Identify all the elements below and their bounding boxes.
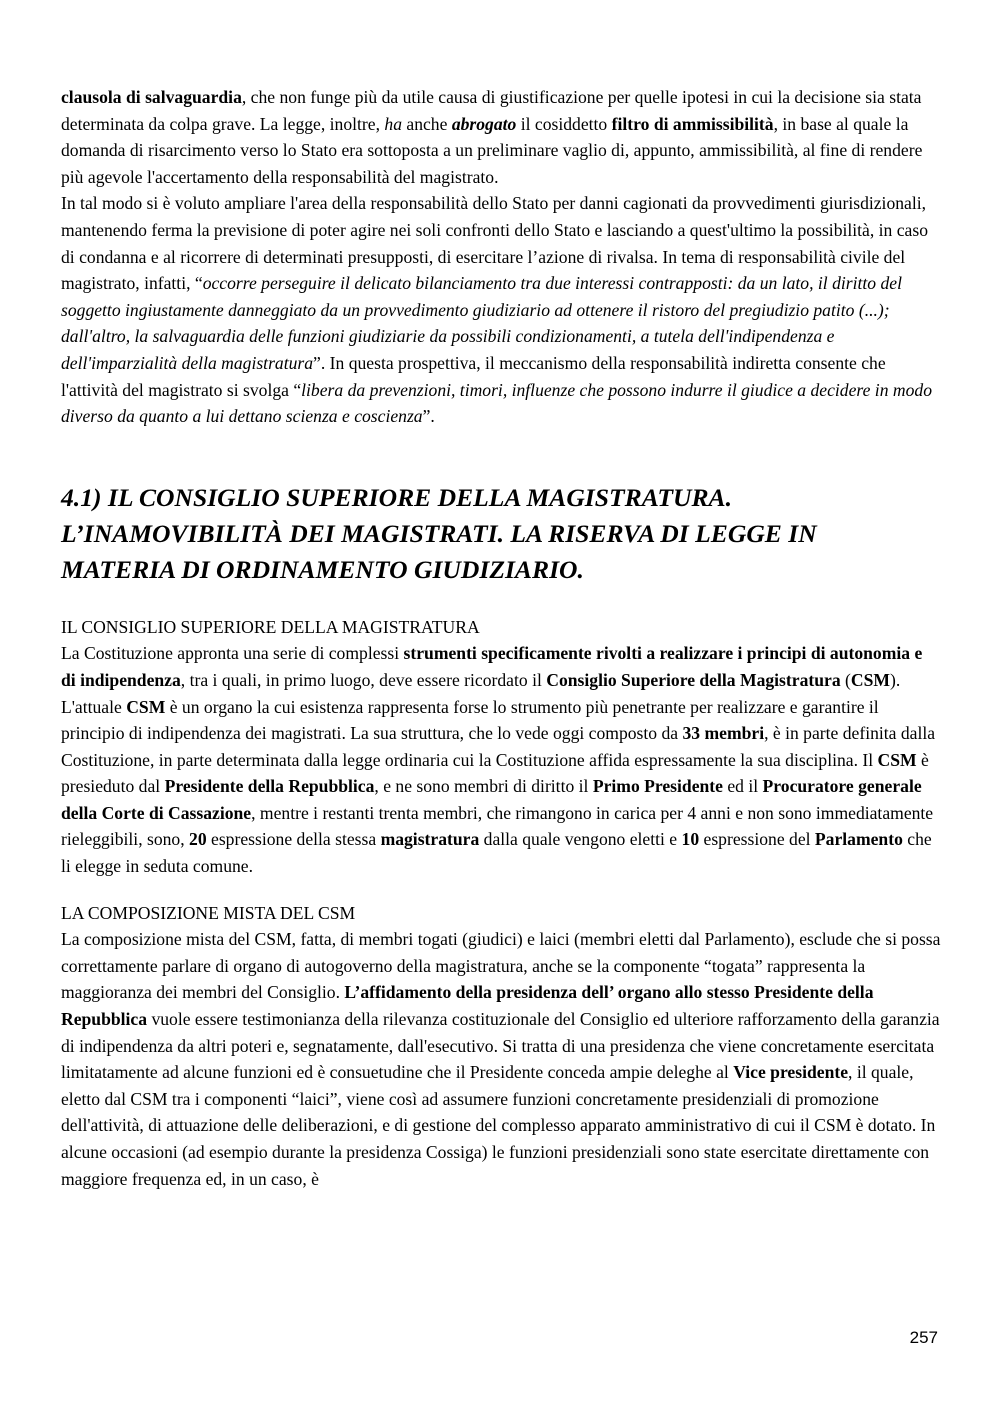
subsection-label: LA COMPOSIZIONE MISTA DEL CSM: [61, 902, 356, 923]
section-heading: [61, 480, 941, 588]
subsection-label: IL CONSIGLIO SUPERIORE DELLA MAGISTRATURA: [61, 616, 480, 637]
bold-term: Consiglio Superiore della Magistratura: [546, 669, 841, 690]
italic-quote: libera da prevenzioni, timori, influenze che possono indurre il giudice a decidere in modo diverso da quanto a lui dettano scienza e coscienza: [61, 379, 932, 427]
paragraph-4: La composizione mista del CSM, fatta, di membri togati (giudici) e laici (membri eletti dal Parlamento), esclude che si possa correttamente parlare di organo di autogoverno della magistratura, anche se la componente “togata” rappresenta la maggioranza dei membri del Consiglio. L’affidamento della presidenza dell’ organo allo stesso Presidente della Repubblica vuole essere testimonianza della rilevanza costituzionale del Consiglio ed ulteriore rafforzamento della garanzia di indipendenza da altri poteri e, segnatamente, dall'esecutivo. Si tratta di una presidenza che viene concretamente esercitata limitatamente ad alcune funzioni ed è consuetudine che il Presidente conceda ampie deleghe al Vice presidente, il quale, eletto dal CSM tra i componenti “laici”, viene così ad assumere funzioni concretamente presidenziali di promozione dell'attività, di attuazione delle deliberazioni, e di gestione del complesso apparato amministrativo di cui il CSM è dotato. In alcune occasioni (ad esempio durante la presidenza Cossiga) le funzioni presidenziali sono state esercitate direttamente con maggiore frequenza ed, in un caso, è: [61, 929, 941, 1189]
bold-term: strumenti specificamente rivolti a realizzare i principi di autonomia e di indipendenza: [61, 643, 923, 690]
bold-term: CSM: [850, 669, 890, 690]
bold-term: 10: [681, 829, 700, 850]
bold-term: Procuratore generale della Corte di Cassazione: [61, 776, 922, 823]
bold-term: 20: [189, 829, 207, 850]
bold-term: CSM: [126, 696, 166, 717]
paragraph-3: La Costituzione appronta una serie di complessi strumenti specificamente rivolti a realizzare i principi di autonomia e di indipendenza, tra i quali, in primo luogo, deve essere ricordato il Consiglio Superiore della Magistratura (CSM). L'attuale CSM è un organo la cui esistenza rappresenta forse lo strumento più penetrante per realizzare e garantire il principio di indipendenza dei magistrati. La sua struttura, che lo vede oggi composto da 33 membri, è in parte definita dalla Costituzione, in parte determinata dalla legge ordinaria cui la Costituzione affida espressamente la sua disciplina. Il CSM è presieduto dal Presidente della Repubblica, e ne sono membri di diritto il Primo Presidente ed il Procuratore generale della Corte di Cassazione, mentre i restanti trenta membri, che rimangono in carica per 4 anni e non sono immediatamente rieleggibili, sono, 20 espressione della stessa magistratura dalla quale vengono eletti e 10 espressione del Parlamento che li elegge in seduta comune.: [61, 643, 936, 877]
bold-term: 33 membri: [682, 723, 765, 744]
text-run: , in base al quale la domanda di risarcimento verso lo Stato era sottoposta a un preliminare vaglio di, appunto, ammissibilità, al fine di rendere più agevole l'accertamento della responsabilità del magistrato.: [61, 113, 923, 187]
paragraph-1: [61, 84, 941, 190]
text-run: anche: [401, 113, 452, 134]
italic-quote: occorre perseguire il delicato bilanciamento tra due interessi contrapposti: da un lato, il diritto del soggetto ingiustamente danneggiato da un provvedimento giudiziario ad ottenere il ristoro del pregiudizio patito (...); dall'altro, la salvaguardia delle funzioni giudiziarie da possibili condizionamenti, a tutela dell'indipendenza e dell'imparzialità della magistratura: [61, 273, 902, 373]
text-run: In tal modo si è voluto ampliare l'area della responsabilità dello Stato per danni cagionati da provvedimenti giurisdizionali, mantenendo ferma la previsione di poter agire nei soli confronti dello Stato e lasciando a quest'ultimo la possibilità, in caso di condanna e al ricorrere di determinati presupposti, di esercitare l’azione di rivalsa. In tema di responsabilità civile del magistrato, infatti, “: [61, 193, 928, 294]
bold-term: Presidente della Repubblica: [164, 776, 375, 797]
bold-term: magistratura: [380, 829, 480, 850]
page-number: 257: [909, 1328, 938, 1347]
text-run: il cosiddetto: [516, 113, 612, 134]
paragraph-2: [61, 190, 941, 429]
text-run: , che non funge più da utile causa di giustificazione per quelle ipotesi in cui la decisione sia stata determinata da colpa grave. La legge, inoltre,: [61, 87, 922, 134]
bold-term: Vice presidente: [733, 1062, 849, 1083]
bold-term: L’affidamento della presidenza dell’ organo allo stesso Presidente della Repubblica: [61, 982, 874, 1030]
page-content: [61, 84, 941, 1192]
text-run: ”. In questa prospettiva, il meccanismo della responsabilità indiretta consente che l'attività del magistrato si svolga “: [61, 352, 886, 400]
bold-term: clausola di salvaguardia: [61, 87, 242, 107]
bold-term: filtro di ammissibilità: [611, 113, 774, 134]
bold-term: Primo Presidente: [592, 776, 723, 797]
heading-line: L’INAMOVIBILITÀ DEI MAGISTRATI. LA RISERVA DI LEGGE IN: [61, 518, 817, 548]
bold-italic-term: abrogato: [451, 113, 517, 134]
heading-line: MATERIA DI ORDINAMENTO GIUDIZIARIO.: [61, 554, 584, 584]
bold-term: CSM: [877, 749, 917, 770]
italic-term: ha: [384, 113, 402, 134]
bold-term: Parlamento: [814, 829, 903, 850]
text-run: ”.: [422, 406, 435, 427]
heading-line: 4.1) IL CONSIGLIO SUPERIORE DELLA MAGISTRATURA.: [61, 482, 733, 512]
